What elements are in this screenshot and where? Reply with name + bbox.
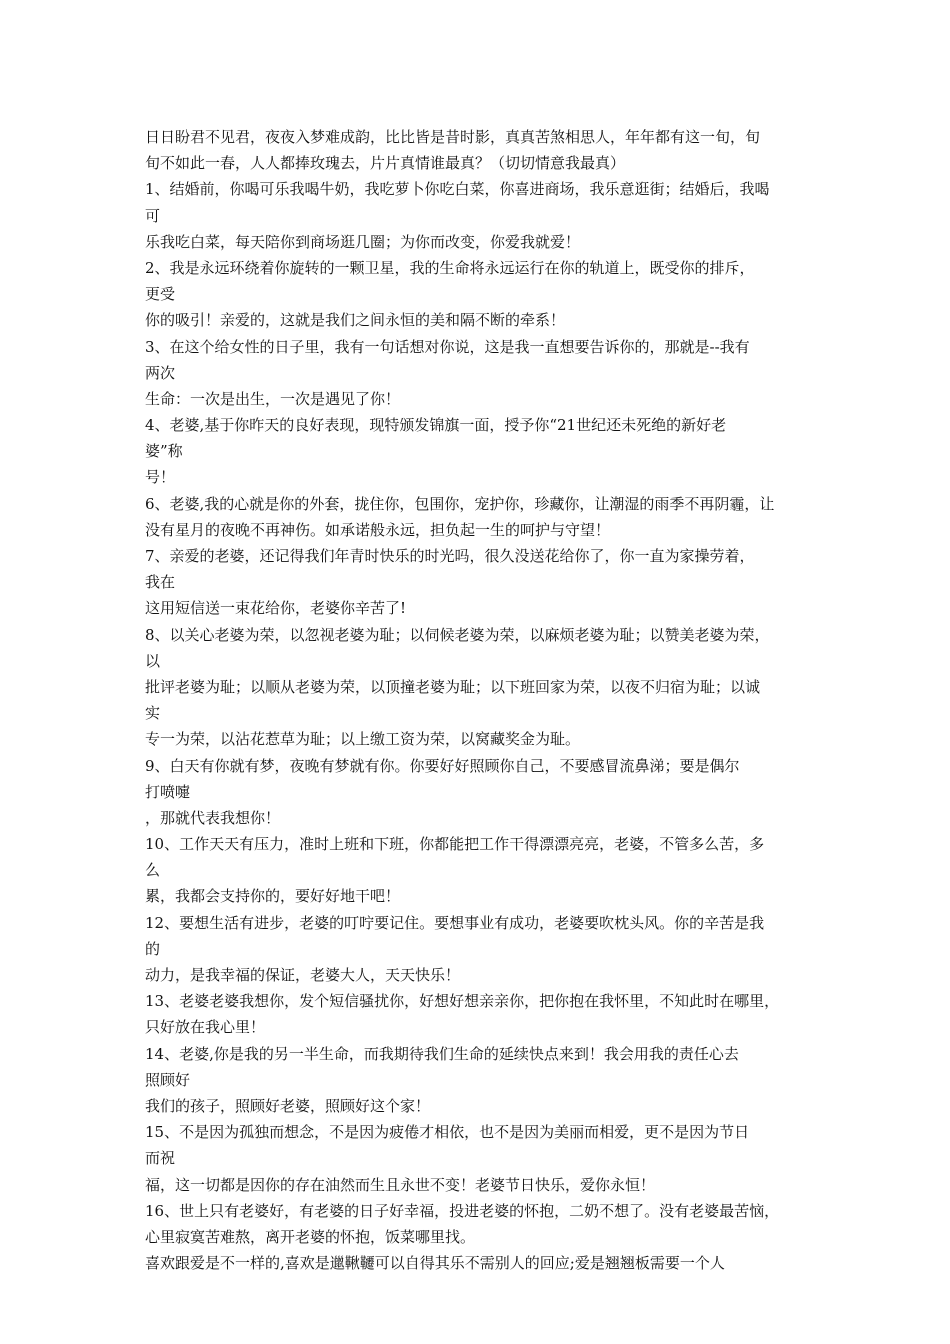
text-line: 没有星月的夜晚不再神伤。如承诺般永远，担负起一生的呵护与守望！ — [145, 520, 611, 539]
text-line: 我们的孩子，照顾好老婆，照顾好这个家！ — [145, 1096, 431, 1115]
text-line: 福，这一切都是因你的存在油然而生且永世不变！老婆节日快乐，爱你永恒！ — [145, 1175, 656, 1194]
text-line: 16、世上只有老婆好，有老婆的日子好幸福，投进老婆的怀抱，二奶不想了。没有老婆最苦恼， — [145, 1201, 780, 1220]
text-line: 可 — [145, 206, 161, 225]
text-line: 1、结婚前，你喝可乐我喝牛奶，我吃萝卜你吃白菜，你喜进商场，我乐意逛街；结婚后，我喝 — [145, 180, 770, 199]
text-line: 你的吸引！亲爱的，这就是我们之间永恒的美和隔不断的牵系！ — [145, 311, 566, 330]
text-line: 8、以关心老婆为荣，以忽视老婆为耻；以伺候老婆为荣，以麻烦老婆为耻；以赞美老婆为荣， — [145, 625, 770, 644]
text-line: 婆”称 — [145, 442, 183, 461]
text-line: 这用短信送一束花给你，老婆你辛苦了! — [145, 599, 407, 618]
text-line: 9、白天有你就有梦，夜晚有梦就有你。你要好好照顾你自己，不要感冒流鼻涕；要是偶尔 — [145, 756, 740, 775]
text-line: 动力，是我幸福的保证，老婆大人，天天快乐！ — [145, 966, 461, 984]
text-line: 专一为荣，以沾花惹草为耻；以上缴工资为荣，以窝藏奖金为耻。 — [145, 730, 581, 749]
text-line: 的 — [145, 939, 161, 958]
text-line: 14、老婆,你是我的另一半生命，而我期待我们生命的延续快点来到！我会用我的责任心去 — [145, 1044, 739, 1063]
text-line: 而祝 — [145, 1149, 176, 1168]
document-body — [145, 124, 813, 1276]
text-line: 喜欢跟爱是不一样的,喜欢是邋鞦韆可以自得其乐不需别人的回应;爱是翘翘板需要一个人 — [145, 1254, 725, 1273]
text-line: 6、老婆,我的心就是你的外套，拢住你，包围你，宠护你，珍藏你，让潮湿的雨季不再阴霾，让 — [145, 494, 775, 513]
text-line: 号！ — [145, 468, 176, 487]
text-line: 乐我吃白菜，每天陪你到商场逛几圈；为你而改变，你爱我就爱！ — [145, 232, 581, 251]
text-line: 日日盼君不见君，夜夜入梦难成韵，比比皆是昔时影，真真苦煞相思人，年年都有这一旬，旬 — [145, 128, 761, 146]
text-line: 2、我是永远环绕着你旋转的一颗卫星，我的生命将永远运行在你的轨道上，既受你的排斥， — [145, 258, 755, 277]
text-line: 旬不如此一春，人人都捧玫瑰去，片片真情谁最真？（切切情意我最真） — [145, 154, 626, 173]
text-line: 我在 — [145, 573, 176, 592]
text-line: 么 — [145, 861, 161, 880]
text-line: 实 — [145, 704, 161, 723]
text-line: 10、工作天天有压力，准时上班和下班，你都能把工作干得漂漂亮亮，老婆，不管多么苦，多 — [145, 835, 765, 854]
text-line: 12、要想生活有进步，老婆的叮咛要记住。要想事业有成功，老婆要吹枕头风。你的辛苦是我 — [145, 913, 765, 932]
text-line: 只好放在我心里！ — [145, 1018, 266, 1037]
text-line: 打喷嚏 — [145, 782, 191, 801]
text-line: 两次 — [145, 363, 176, 382]
text-line: 13、老婆老婆我想你，发个短信骚扰你，好想好想亲亲你，把你抱在我怀里，不知此时在哪里， — [145, 992, 780, 1011]
text-line: 15、不是因为孤独而想念，不是因为疲倦才相依，也不是因为美丽而相爱，更不是因为节日 — [145, 1123, 750, 1142]
text-line: 7、亲爱的老婆，还记得我们年青时快乐的时光吗，很久没送花给你了，你一直为家操劳着， — [145, 547, 755, 565]
text-line: 以 — [145, 651, 161, 670]
text-line: ，那就代表我想你！ — [145, 808, 281, 827]
text-line: 更受 — [145, 285, 176, 304]
text-line: 生命：一次是出生，一次是遇见了你！ — [145, 389, 401, 408]
text-line: 累，我都会支持你的，要好好地干吧！ — [145, 887, 401, 906]
text-line: 心里寂寞苦难熬，离开老婆的怀抱，饭菜哪里找。 — [145, 1227, 476, 1246]
text-line: 4、老婆,基于你昨天的良好表现，现特颁发锦旗一面，授予你“21世纪还未死绝的新好老 — [145, 416, 727, 435]
text-line: 批评老婆为耻；以顺从老婆为荣，以顶撞老婆为耻；以下班回家为荣，以夜不归宿为耻；以诚 — [145, 677, 761, 696]
text-line: 3、在这个给女性的日子里，我有一句话想对你说，这是我一直想要告诉你的，那就是--我有 — [145, 337, 750, 356]
text-line: 照顾好 — [145, 1070, 191, 1089]
